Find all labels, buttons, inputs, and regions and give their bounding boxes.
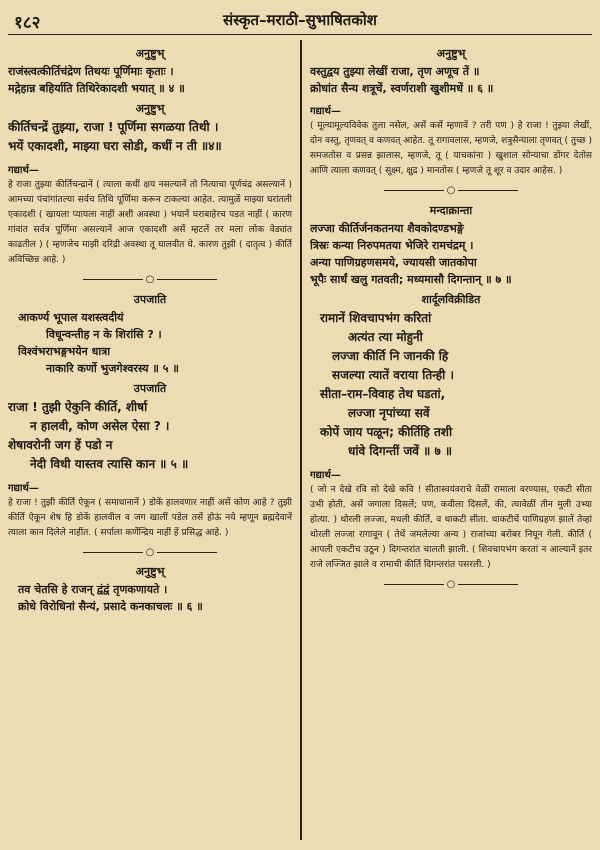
marathi-verse-line: भयें एकादशी, माझ्या घरा सोडी, कधीं न ती ॥४॥: [8, 139, 222, 153]
gloss-paragraph: ( मूल्यामूल्यविवेक तुला नसेल, असें कसें म्हणावें ? तरी पण ) हे राजा ! तुझ्या लेखीं, दोन वस्तु, तृणवत् व कणवत् आहेत. तू रागावलास, म्हणजे, शत्रुसैन्याला तृणवत् ( तुच्छ ) समजतोस व प्रसन्न झालास, म्हणजे, तू ( याचकांना ) खुशाल सोन्याचा डोंगर देतोस आणि त्याला कणवत् ( सूक्ष्म, क्षुद्र ) मानतोस ( म्हणजे तू शूर व उदार आहेस. ): [310, 121, 592, 176]
marathi-verse-line: रामानें शिवचापभंग करितां: [320, 310, 432, 325]
marathi-verse-line: कोपें जाय पळून; कीर्तिहि तशी: [320, 424, 453, 439]
sanskrit-verse-line: विश्वंभराभङ्गभयेन धात्रा: [18, 344, 111, 358]
section-separator: ○: [310, 579, 592, 591]
meter-label: अनुष्टुभ्: [436, 47, 466, 60]
gloss-paragraph: हे राजा ! तुझी कीर्ति ऐकून ( समाधानानें ) डोकें हालवणार नाहीं असें कोण आहे ? तुझी कीर्ति ऐकून शेष हि डोकें हालवील व जग खालीं पडेल तसें होऊं नये म्हणून ब्रह्मदेवानें त्याला कान दिलेले नाहींत. ( सर्पाला कर्णेन्द्रिय नाहीं हें प्रसिद्ध आहे. ): [8, 497, 292, 538]
sanskrit-verse-line: आकर्ण्य भूपाल यशस्त्वदीयं: [18, 310, 124, 324]
gloss-paragraph: ( जो न देखे रवि सो देखे कवि ! सीतास्वयंवराचे वेळीं रामाला वरण्यास, एकटी सीता उभी होती, असें जगाला दिसलें; पण, कवीला दिसलें, की, त्यावेळीं तीन मुली उभ्या होत्या. ) थोरली लज्जा, मधली कीर्ति, व धाकटी सीता. धाकटीचें पाणिग्रहण झालें तेव्हां थोरली लज्जा रागावून ( तेथें जमलेल्या अन्य ) राजांच्या बरोबर निघून गेली. कीर्ति ( आपली एकटीच उठून ) दिगन्तरांत चालती झाली. ( शिवचापभंग करतां न आल्यानें इतर राजे लज्जित झाले व रामाची कीर्ति दिगन्तरांत पसरली. ): [310, 484, 592, 570]
meter-label: शार्दूलविक्रीडित: [421, 292, 481, 306]
gloss-label: गद्यार्थ—: [310, 469, 341, 481]
marathi-verse-line: लज्जा नृपांच्या सवें: [348, 405, 430, 420]
header-rule: [8, 34, 592, 35]
marathi-verse-line: लज्जा कीर्ति नि जानकी हि: [332, 348, 449, 363]
marathi-verse-line: धांवे दिगन्तीं जवें ॥ ७ ॥: [348, 443, 453, 458]
meter-label: उपजाति: [133, 292, 167, 306]
marathi-verse-line: वस्तुद्वय तुझ्या लेखीं राजा, तृण अणूच तें ॥: [310, 65, 480, 78]
gloss-label: गद्यार्थ—: [8, 165, 39, 176]
gloss-label: गद्यार्थ—: [310, 106, 341, 117]
sanskrit-verse-line: तव चेतसि हे राजन् द्वंद्वं तृणकणायते ।: [18, 583, 168, 596]
marathi-verse-line: शेषावरोनी जग हें पडो न: [8, 437, 113, 452]
page-header: [10, 10, 590, 32]
sanskrit-verse-line: क्रोधे विरोधिनां सैन्यं, प्रसादे कनकाचलः ॥ ६ ॥: [18, 600, 203, 613]
left-column: [8, 42, 292, 615]
sanskrit-verse-line: राजंस्त्वत्कीर्तिचंद्रेण तिथयः पूर्णिमाः कृताः ।: [8, 65, 174, 78]
marathi-verse-line: न हालवी, कोण असेल ऐसा ? ।: [30, 418, 170, 433]
marathi-verse-line: सीता–राम–विवाह तेथ घडतां,: [320, 386, 446, 401]
gloss-label: गद्यार्थ—: [8, 482, 39, 494]
page-number: १८२: [14, 13, 41, 33]
marathi-verse-line: राजा ! तुझी ऐकुनि कीर्ति, शीर्षा: [8, 399, 148, 414]
sanskrit-verse-line: अन्या पाणिग्रहणसमये, ज्यायसी जातकोपा: [310, 255, 477, 269]
meter-label: अनुष्टुभ्: [135, 565, 165, 578]
sanskrit-verse-line: भूपैः सार्धं खलु गतवती; मध्यमासौ दिगन्तान् ॥ ७ ॥: [310, 272, 512, 286]
running-title: संस्कृत–मराठी–सुभाषितकोश: [223, 11, 377, 29]
marathi-verse-line: कीर्तिचन्द्रें तुझ्या, राजा ! पूर्णिमा सगळया तिथी ।: [8, 120, 219, 134]
section-separator: ○: [310, 185, 592, 197]
marathi-verse-line: नेदी विधी यास्तव त्यासि कान ॥ ५ ॥: [30, 456, 189, 471]
section-separator: ○: [8, 547, 292, 559]
right-column: [310, 42, 592, 596]
meter-label: अनुष्टुभ्: [135, 102, 165, 115]
marathi-verse-line: सजल्या त्यातें वराया तिन्ही ।: [332, 367, 454, 382]
meter-label: अनुष्टुभ्: [135, 47, 165, 60]
section-separator: ○: [8, 274, 292, 286]
sanskrit-verse-line: विधून्वन्तीह न के शिरांसि ? ।: [46, 327, 162, 341]
meter-label: मन्दाक्रान्ता: [429, 203, 473, 217]
marathi-verse-line: क्रोधांत सैन्य शत्रूचें, स्वर्णराशी खुशीमधें ॥ ६ ॥: [310, 82, 494, 95]
gloss-paragraph: हे राजा तुझ्या कीर्तिचन्द्रानें ( त्याला कधीं क्षय नसल्यानें तो नित्याचा पूर्णचंद्र असल्यानें ) आमच्या पंचांगांतल्या सर्वच तिथि पूर्णिमा करून टाकल्या आहेत. त्यामुळें माझ्या घरांतली एकादशी ( खायला प्यायला नाहीं अशी अवस्था ) भयानें घराबाहेरच पडत नाहीं ( कारण गांवांत सर्वत्र पूर्णिमा असल्यानें आज एकादशी असें म्हटलें तर मला लोक वेड्यांत काढतील ) ( म्हणजेच माझी दरिद्री अवस्था तू घालवीत घे. कारण तुझी ( दातृत्व ) कीर्ति अविच्छिन्न आहे. ): [8, 180, 292, 265]
meter-label: उपजाति: [133, 381, 167, 395]
sanskrit-verse-line: त्रिस्रः कन्या निरुपमतया भेजिरे रामचंद्रम् ।: [310, 238, 474, 252]
sanskrit-verse-line: मद्गेहान्न बहिर्याति तिथिरेकादशी भयात् ॥ ४ ॥: [8, 82, 185, 95]
marathi-verse-line: अत्यंत त्या मोहुनी: [348, 329, 423, 344]
sanskrit-verse-line: लज्जा कीर्तिर्जनकतनया शैवकोदण्डभङ्गे: [310, 221, 464, 235]
sanskrit-verse-line: नाकारि कर्णो भुजगेश्वरस्य ॥ ५ ॥: [46, 361, 179, 375]
column-divider: [300, 40, 302, 840]
